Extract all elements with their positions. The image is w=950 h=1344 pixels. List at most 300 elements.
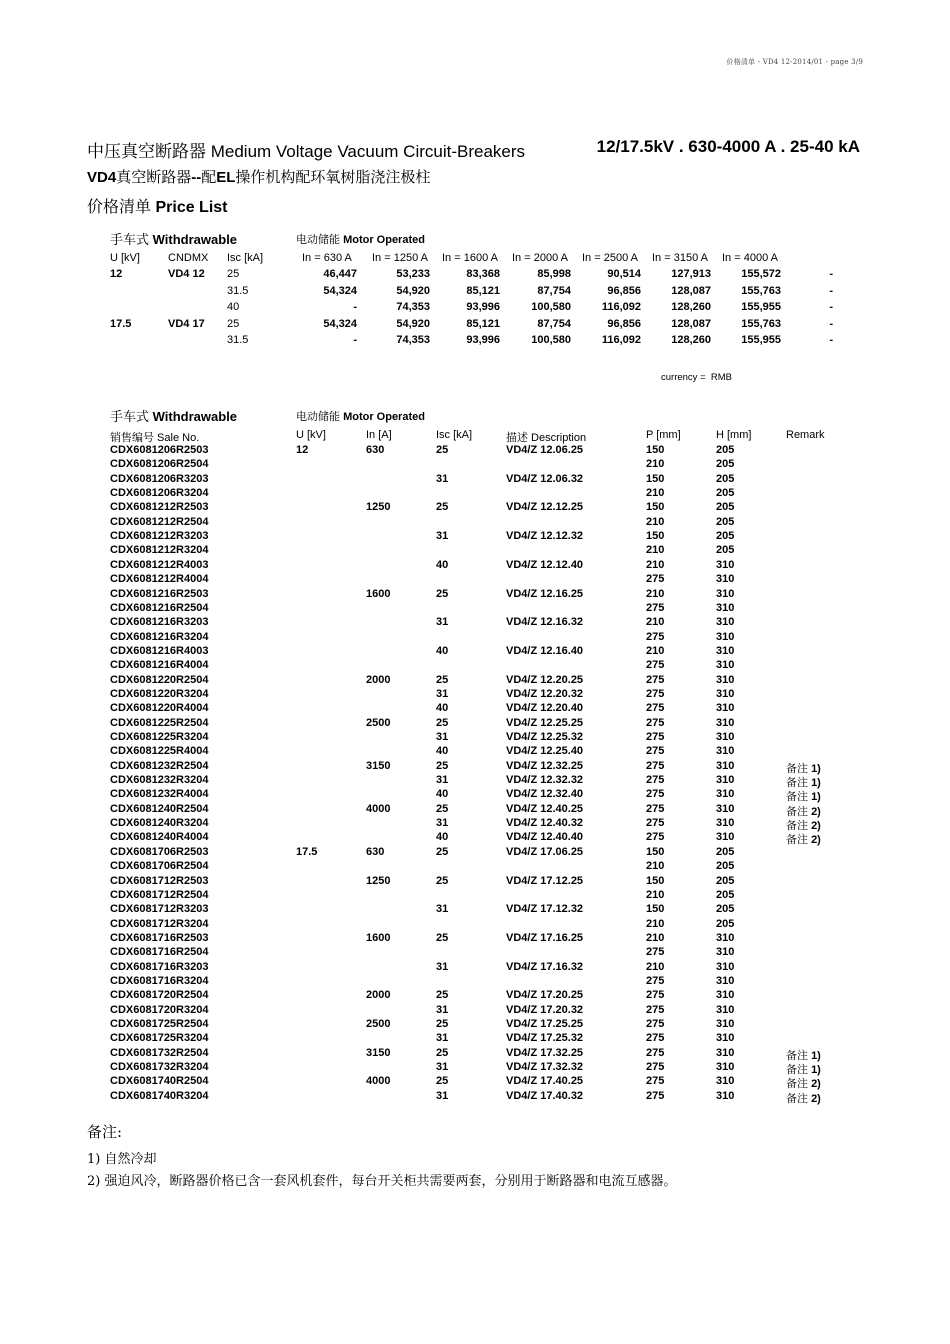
product-table-row — [0, 989, 950, 1003]
product-table-cell-sale: CDX6081216R3203 — [110, 616, 209, 629]
product-table-cell-h: 310 — [716, 1061, 735, 1074]
product-table-cell-h: 310 — [716, 788, 735, 801]
product-table-cell-p: 150 — [646, 903, 665, 916]
product-table-cell-sale: CDX6081212R2504 — [110, 515, 209, 528]
product-table-row — [0, 846, 950, 860]
price-table-price-cell: 53,233 — [396, 268, 430, 280]
product-table-cell-desc: VD4/Z 12.40.32 — [506, 817, 584, 830]
product-table-cell-sale: CDX6081216R2504 — [110, 601, 209, 614]
product-table-cell-h: 205 — [716, 458, 735, 471]
product-table-cell-isc: 25 — [436, 673, 449, 686]
product-table-header-cell: Isc [kA] — [436, 429, 473, 441]
product-table-cell-h: 310 — [716, 960, 735, 973]
product-table-cell-h: 310 — [716, 1003, 735, 1016]
product-table-cell-sale: CDX6081212R4004 — [110, 573, 209, 586]
product-table-cell-sale: CDX6081212R3204 — [110, 544, 209, 557]
price-table-header-cell: CNDMX — [168, 252, 209, 264]
product-table-cell-sale: CDX6081225R3204 — [110, 731, 209, 743]
product-table-cell-sale: CDX6081725R3204 — [110, 1032, 209, 1045]
price-table-price-cell: 100,580 — [531, 301, 571, 313]
product-table-row — [0, 745, 950, 759]
price-table-price-cell: - — [829, 301, 833, 313]
price-table-price-cell: 96,856 — [607, 317, 641, 330]
product-table-row — [0, 1090, 950, 1104]
product-table-cell-desc: VD4/Z 12.25.40 — [506, 745, 584, 758]
price-table-header-cell: U [kV] — [110, 252, 140, 264]
product-table-cell-isc: 25 — [436, 444, 449, 456]
product-table-cell-h: 310 — [716, 1046, 735, 1059]
product-table-row — [0, 1061, 950, 1075]
product-table-cell-desc: VD4/Z 12.16.32 — [506, 616, 584, 629]
product-table-cell-p: 210 — [646, 558, 665, 571]
product-table-cell-p: 210 — [646, 544, 665, 557]
product-table-cell-sale: CDX6081716R2503 — [110, 931, 209, 944]
note-1: 1) 自然冷却 — [87, 1152, 157, 1167]
remark-label: 备注 — [786, 834, 808, 847]
product-table-cell-sale: CDX6081706R2503 — [110, 845, 209, 858]
product-table-cell-sale: CDX6081712R3204 — [110, 917, 209, 930]
product-table-cell-p: 275 — [646, 817, 665, 830]
product-table-cell-isc: 31 — [436, 1003, 449, 1016]
price-table-row — [0, 318, 950, 334]
product-table-cell-desc: VD4/Z 17.25.25 — [506, 1018, 584, 1030]
product-table-cell-desc: VD4/Z 12.16.25 — [506, 587, 584, 600]
product-table-cell-p: 275 — [646, 716, 665, 729]
product-table-cell-sale: CDX6081732R3204 — [110, 1061, 209, 1074]
product-table-cell-p: 210 — [646, 931, 665, 944]
product-table-cell-sale: CDX6081216R4003 — [110, 644, 209, 657]
product-table-cell-h: 205 — [716, 530, 735, 543]
product-table-cell-desc: VD4/Z 17.12.32 — [506, 903, 584, 916]
product-table-row — [0, 932, 950, 946]
product-table-header-cell: P [mm] — [646, 429, 681, 441]
product-table-row — [0, 788, 950, 802]
product-table-cell-p: 275 — [646, 1003, 665, 1016]
price-table-price-cell: 155,955 — [741, 334, 781, 346]
product-table-row — [0, 501, 950, 515]
product-table-cell-isc: 31 — [436, 1089, 449, 1102]
remark-label: 备注 — [786, 762, 808, 775]
price-table-price-cell: 74,353 — [396, 301, 430, 313]
product-table-cell-isc: 40 — [436, 558, 449, 571]
product-table-cell-p: 275 — [646, 989, 665, 1002]
price-table-price-cell: 54,324 — [323, 317, 357, 330]
product-table-row — [0, 731, 950, 745]
price-table-price-cell: 155,572 — [741, 268, 781, 280]
price-table-price-cell: 155,763 — [741, 284, 781, 297]
section1-type-label: 手车式 Withdrawable — [110, 232, 238, 247]
product-table-cell-sale: CDX6081206R3204 — [110, 487, 209, 500]
product-table-cell-isc: 25 — [436, 759, 449, 772]
product-table-header-cell: H [mm] — [716, 429, 752, 441]
price-table-price-cell: 128,260 — [671, 334, 711, 346]
product-table-cell-h: 310 — [716, 989, 735, 1002]
price-table-cell-u: 12 — [110, 268, 123, 280]
product-table-cell-sale: CDX6081232R4004 — [110, 788, 209, 801]
price-table-price-cell: - — [829, 284, 833, 297]
product-table-cell-p: 275 — [646, 774, 665, 787]
product-table-cell-u: 12 — [296, 444, 309, 456]
product-table-cell-sale: CDX6081240R4004 — [110, 831, 209, 844]
remark-number: 1) — [811, 1064, 821, 1077]
product-table-cell-sale: CDX6081716R3204 — [110, 974, 209, 987]
product-table-cell-h: 310 — [716, 659, 735, 672]
price-table-price-cell: 85,121 — [466, 317, 500, 330]
product-table-row — [0, 530, 950, 544]
price-table-price-cell: 85,998 — [537, 268, 571, 280]
product-table-cell-sale: CDX6081206R3203 — [110, 472, 209, 485]
product-table-cell-h: 205 — [716, 472, 735, 485]
product-table-cell-in: 1250 — [366, 501, 391, 514]
product-table-cell-h: 310 — [716, 702, 735, 715]
product-table-cell-in: 4000 — [366, 1075, 391, 1088]
product-table-cell-p: 275 — [646, 831, 665, 844]
product-table-cell-p: 275 — [646, 1061, 665, 1074]
product-table-cell-desc: VD4/Z 17.40.32 — [506, 1089, 584, 1102]
product-table-cell-sale: CDX6081206R2504 — [110, 458, 209, 471]
product-table-cell-desc: VD4/Z 12.32.32 — [506, 774, 584, 787]
remark-label: 备注 — [786, 1064, 808, 1077]
product-table-cell-isc: 31 — [436, 817, 449, 830]
product-table-cell-desc: VD4/Z 12.06.32 — [506, 472, 584, 485]
price-table-cell-cndmx: VD4 17 — [168, 317, 205, 330]
product-table-cell-in: 3150 — [366, 759, 391, 772]
product-table-row — [0, 702, 950, 716]
product-table-cell-h: 205 — [716, 444, 735, 456]
product-table-row — [0, 602, 950, 616]
notes-title: 备注: — [87, 1123, 123, 1141]
product-table-cell-desc: VD4/Z 17.12.25 — [506, 874, 584, 887]
product-table-cell-p: 275 — [646, 974, 665, 987]
product-table-header-cell: 销售编号 Sale No. — [110, 432, 200, 444]
product-table-cell-p: 275 — [646, 1018, 665, 1030]
product-table-cell-sale: CDX6081216R2503 — [110, 587, 209, 600]
product-table-cell-sale: CDX6081212R3203 — [110, 530, 209, 543]
product-table-cell-desc: VD4/Z 17.20.32 — [506, 1003, 584, 1016]
section2-operation-label: 电动储能 Motor Operated — [296, 411, 425, 423]
product-table-cell-sale: CDX6081216R3204 — [110, 630, 209, 643]
product-table-cell-isc: 31 — [436, 472, 449, 485]
price-table-price-cell: 155,763 — [741, 317, 781, 330]
rating-title: 12/17.5kV . 630-4000 A . 25-40 kA — [596, 137, 860, 156]
product-table-cell-isc: 31 — [436, 731, 449, 743]
note-2: 2) 强迫风冷，断路器价格已含一套风机套件，每台开关柜共需要两套，分别用于断路器和电流互感器。 — [87, 1174, 677, 1189]
product-table-row — [0, 1004, 950, 1018]
price-table-header-cell: In = 2000 A — [512, 252, 568, 264]
product-table-cell-h: 310 — [716, 573, 735, 586]
product-table-header-cell: U [kV] — [296, 429, 326, 441]
product-table-cell-isc: 31 — [436, 687, 449, 700]
product-table-cell-desc: VD4/Z 17.16.25 — [506, 931, 584, 944]
product-table-row — [0, 946, 950, 960]
product-table-cell-h: 310 — [716, 974, 735, 987]
product-table-cell-h: 310 — [716, 716, 735, 729]
product-table-cell-desc: VD4/Z 12.16.40 — [506, 644, 584, 657]
product-table-cell-p: 150 — [646, 874, 665, 887]
remark-number: 1) — [811, 791, 821, 804]
product-table-row — [0, 760, 950, 774]
product-table-cell-sale: CDX6081232R2504 — [110, 759, 209, 772]
product-table-cell-desc: VD4/Z 12.20.40 — [506, 702, 584, 715]
product-table-cell-h: 310 — [716, 630, 735, 643]
product-table-cell-sale: CDX6081232R3204 — [110, 774, 209, 787]
product-table-cell-in: 1250 — [366, 874, 391, 887]
product-table-cell-p: 150 — [646, 530, 665, 543]
product-table-cell-sale: CDX6081216R4004 — [110, 659, 209, 672]
product-table-cell-in: 4000 — [366, 802, 391, 815]
product-table-row — [0, 588, 950, 602]
product-table-cell-isc: 31 — [436, 903, 449, 916]
product-table-header-cell: Remark — [786, 429, 825, 441]
product-table-row — [0, 458, 950, 472]
product-table-cell-h: 205 — [716, 515, 735, 528]
product-table-cell-in: 1600 — [366, 931, 391, 944]
product-table-cell-h: 205 — [716, 888, 735, 901]
product-table-cell-sale: CDX6081220R3204 — [110, 687, 209, 700]
product-table-cell-remark — [786, 1090, 821, 1106]
price-table-price-cell: 100,580 — [531, 334, 571, 346]
remark-number: 2) — [811, 1078, 821, 1091]
product-table-cell-p: 150 — [646, 845, 665, 858]
product-table-cell-h: 310 — [716, 1032, 735, 1045]
price-table-price-cell: 87,754 — [537, 284, 571, 297]
product-table-row — [0, 918, 950, 932]
price-table-cell-isc: 25 — [227, 268, 240, 280]
price-table-price-cell: 90,514 — [607, 268, 641, 280]
product-table-cell-sale: CDX6081716R2504 — [110, 946, 209, 959]
product-table-cell-u: 17.5 — [296, 845, 318, 858]
product-table-cell-h: 205 — [716, 501, 735, 514]
product-table-cell-isc: 31 — [436, 960, 449, 973]
product-table-row — [0, 975, 950, 989]
product-table-cell-isc: 40 — [436, 831, 449, 844]
product-table-row — [0, 717, 950, 731]
product-table-cell-isc: 25 — [436, 1046, 449, 1059]
price-table-cell-isc: 25 — [227, 317, 240, 330]
remark-number: 1) — [811, 1049, 821, 1062]
product-table-cell-desc: VD4/Z 12.25.32 — [506, 731, 584, 743]
product-table-row — [0, 659, 950, 673]
price-table-price-cell: 128,087 — [671, 284, 711, 297]
product-table-row — [0, 559, 950, 573]
price-table-price-cell: 128,087 — [671, 317, 711, 330]
product-table-cell-h: 205 — [716, 860, 735, 873]
remark-label: 备注 — [786, 777, 808, 790]
product-table-row — [0, 860, 950, 874]
product-table-cell-sale: CDX6081212R4003 — [110, 558, 209, 571]
product-table-cell-h: 310 — [716, 802, 735, 815]
price-table-price-cell: 116,092 — [601, 301, 641, 313]
product-table-cell-sale: CDX6081740R3204 — [110, 1089, 209, 1102]
product-table-row — [0, 573, 950, 587]
product-table-cell-p: 275 — [646, 788, 665, 801]
product-table-cell-p: 275 — [646, 630, 665, 643]
price-table-row — [0, 285, 950, 301]
product-table-cell-isc: 25 — [436, 501, 449, 514]
price-table-price-cell: 87,754 — [537, 317, 571, 330]
remark-label: 备注 — [786, 1092, 808, 1105]
product-table-cell-p: 210 — [646, 860, 665, 873]
price-table-cell-isc: 31.5 — [227, 284, 249, 297]
product-table-header-cell: In [A] — [366, 429, 392, 441]
product-table-row — [0, 487, 950, 501]
price-table-header-cell: Isc [kA] — [227, 252, 264, 264]
product-table-cell-p: 210 — [646, 917, 665, 930]
price-table-header-cell: In = 4000 A — [722, 252, 778, 264]
product-table-cell-sale: CDX6081240R2504 — [110, 802, 209, 815]
product-table-cell-p: 150 — [646, 472, 665, 485]
product-table-cell-desc: VD4/Z 17.20.25 — [506, 989, 584, 1002]
price-table-price-cell: 54,324 — [323, 284, 357, 297]
product-table-cell-sale: CDX6081712R2503 — [110, 874, 209, 887]
product-table-row — [0, 875, 950, 889]
price-table-price-cell: - — [353, 301, 357, 313]
product-table-cell-p: 275 — [646, 673, 665, 686]
product-table-cell-isc: 40 — [436, 702, 449, 715]
product-table-cell-h: 310 — [716, 673, 735, 686]
product-table-row — [0, 1075, 950, 1089]
product-table-cell-p: 210 — [646, 587, 665, 600]
product-table-cell-isc: 31 — [436, 616, 449, 629]
price-table-price-cell: - — [829, 268, 833, 280]
product-table-cell-h: 310 — [716, 601, 735, 614]
product-table-cell-in: 630 — [366, 444, 385, 456]
product-table-cell-h: 310 — [716, 1089, 735, 1102]
product-table-cell-p: 210 — [646, 458, 665, 471]
product-table-cell-h: 310 — [716, 831, 735, 844]
product-table-cell-p: 210 — [646, 616, 665, 629]
product-table-cell-isc: 25 — [436, 1075, 449, 1088]
price-table-row — [0, 301, 950, 317]
price-table-price-cell: 128,260 — [671, 301, 711, 313]
product-table-cell-isc: 40 — [436, 788, 449, 801]
product-table-cell-isc: 31 — [436, 1061, 449, 1074]
product-table-row — [0, 1032, 950, 1046]
product-table-row — [0, 803, 950, 817]
product-table-cell-desc: VD4/Z 17.40.25 — [506, 1075, 584, 1088]
product-table-cell-desc: VD4/Z 17.06.25 — [506, 845, 584, 858]
product-table-cell-h: 310 — [716, 946, 735, 959]
price-table-price-cell: 93,996 — [466, 334, 500, 346]
remark-number: 1) — [811, 777, 821, 790]
product-table-row — [0, 616, 950, 630]
product-table-cell-in: 2500 — [366, 1018, 391, 1030]
price-table-cell-cndmx: VD4 12 — [168, 268, 205, 280]
price-table-price-cell: 83,368 — [466, 268, 500, 280]
price-table-header-cell: In = 1250 A — [372, 252, 428, 264]
product-table-cell-desc: VD4/Z 17.32.32 — [506, 1061, 584, 1074]
remark-label: 备注 — [786, 805, 808, 818]
price-table-price-cell: 54,920 — [396, 317, 430, 330]
product-table-cell-p: 275 — [646, 687, 665, 700]
product-table-header — [0, 429, 950, 443]
product-table-cell-p: 275 — [646, 745, 665, 758]
product-table-cell-sale: CDX6081212R2503 — [110, 501, 209, 514]
product-table-cell-isc: 31 — [436, 774, 449, 787]
product-table-cell-sale: CDX6081725R2504 — [110, 1018, 209, 1030]
product-table-cell-sale: CDX6081225R2504 — [110, 716, 209, 729]
section2-type-label: 手车式 Withdrawable — [110, 409, 238, 424]
product-table-cell-p: 275 — [646, 802, 665, 815]
product-table-cell-p: 275 — [646, 573, 665, 586]
product-table-cell-sale: CDX6081712R3203 — [110, 903, 209, 916]
product-table-cell-h: 205 — [716, 845, 735, 858]
remark-number: 1) — [811, 762, 821, 775]
product-table-cell-isc: 40 — [436, 745, 449, 758]
product-table-row — [0, 961, 950, 975]
product-table-cell-isc: 25 — [436, 587, 449, 600]
product-table-cell-p: 275 — [646, 946, 665, 959]
product-table-row — [0, 473, 950, 487]
product-table-cell-h: 310 — [716, 817, 735, 830]
product-table-cell-h: 310 — [716, 616, 735, 629]
product-table-cell-isc: 25 — [436, 874, 449, 887]
remark-label: 备注 — [786, 820, 808, 833]
product-table-cell-p: 275 — [646, 601, 665, 614]
currency-note: currency = RMB — [661, 372, 733, 383]
product-table-cell-desc: VD4/Z 17.25.32 — [506, 1032, 584, 1045]
price-table-price-cell: - — [829, 317, 833, 330]
product-table-cell-sale: CDX6081225R4004 — [110, 745, 209, 758]
product-table-cell-sale: CDX6081720R2504 — [110, 989, 209, 1002]
product-table-cell-h: 205 — [716, 874, 735, 887]
product-table-cell-h: 310 — [716, 774, 735, 787]
product-table-cell-sale: CDX6081206R2503 — [110, 444, 209, 456]
product-table-cell-p: 275 — [646, 702, 665, 715]
section1-operation-label: 电动储能 Motor Operated — [296, 234, 425, 246]
product-table-cell-h: 205 — [716, 917, 735, 930]
product-table-cell-p: 150 — [646, 444, 665, 456]
product-table-cell-h: 205 — [716, 903, 735, 916]
product-table-cell-h: 310 — [716, 644, 735, 657]
product-table-row — [0, 1047, 950, 1061]
price-table-price-cell: - — [353, 334, 357, 346]
product-table-cell-p: 210 — [646, 515, 665, 528]
subtitle: VD4真空断路器--配EL操作机构配环氧树脂浇注极柱 — [87, 169, 431, 186]
product-table-cell-desc: VD4/Z 12.20.32 — [506, 687, 584, 700]
product-table-row — [0, 903, 950, 917]
product-table-cell-sale: CDX6081220R4004 — [110, 702, 209, 715]
price-table-cell-isc: 40 — [227, 301, 240, 313]
product-table-row — [0, 889, 950, 903]
product-table-cell-h: 310 — [716, 1075, 735, 1088]
product-table-cell-desc: VD4/Z 12.12.32 — [506, 530, 584, 543]
remark-number: 2) — [811, 820, 821, 833]
product-table-cell-p: 210 — [646, 960, 665, 973]
product-table-row — [0, 631, 950, 645]
product-table-cell-sale: CDX6081720R3204 — [110, 1003, 209, 1016]
remark-label: 备注 — [786, 1049, 808, 1062]
price-table-price-cell: 46,447 — [323, 268, 357, 280]
product-table-cell-desc: VD4/Z 12.12.25 — [506, 501, 584, 514]
product-table-cell-h: 205 — [716, 487, 735, 500]
product-table-cell-p: 210 — [646, 487, 665, 500]
product-table-row — [0, 817, 950, 831]
product-table-cell-h: 310 — [716, 558, 735, 571]
price-table-price-cell: 54,920 — [396, 284, 430, 297]
product-table-row — [0, 674, 950, 688]
product-table-cell-in: 2000 — [366, 989, 391, 1002]
product-table-cell-sale: CDX6081716R3203 — [110, 960, 209, 973]
price-table-cell-isc: 31.5 — [227, 334, 249, 346]
product-table-cell-p: 275 — [646, 731, 665, 743]
product-table-cell-p: 275 — [646, 759, 665, 772]
price-table-header-cell: In = 3150 A — [652, 252, 708, 264]
price-table-price-cell: 116,092 — [601, 334, 641, 346]
product-table-cell-in: 1600 — [366, 587, 391, 600]
product-table-cell-desc: VD4/Z 12.25.25 — [506, 716, 584, 729]
product-table-cell-sale: CDX6081240R3204 — [110, 817, 209, 830]
